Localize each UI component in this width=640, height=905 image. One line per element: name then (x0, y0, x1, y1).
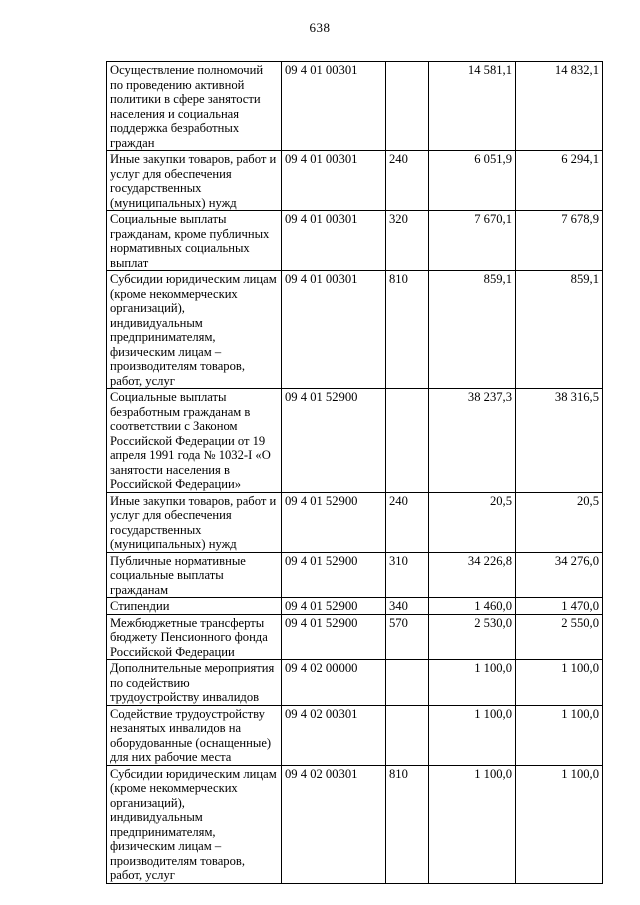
row-expense-type-cell: 810 (386, 765, 429, 883)
page-number: 638 (309, 20, 331, 35)
row-expense-type-cell (386, 389, 429, 493)
row-name-cell: Содействие трудоустройству незанятых инвалидов на оборудованные (оснащенные) для них рабочие места (107, 705, 282, 765)
table-row (107, 765, 603, 883)
row-amount-year1-cell: 2 530,0 (429, 614, 516, 660)
row-amount-year2-cell: 859,1 (516, 271, 603, 389)
row-amount-year1-cell: 14 581,1 (429, 62, 516, 151)
row-name-cell: Стипендии (107, 598, 282, 615)
row-name-cell: Осуществление полномочий по проведению активной политики в сфере занятости населения и социальная поддержка безработных граждан (107, 62, 282, 151)
row-code-cell: 09 4 01 00301 (282, 211, 386, 271)
table-row (107, 151, 603, 211)
row-expense-type-cell: 310 (386, 552, 429, 598)
row-name-cell: Социальные выплаты гражданам, кроме публичных нормативных социальных выплат (107, 211, 282, 271)
row-amount-year1-cell: 6 051,9 (429, 151, 516, 211)
row-name-cell: Субсидии юридическим лицам (кроме некоммерческих организаций), индивидуальным предпринимателям, физическим лицам – производителям товаров, работ, услуг (107, 765, 282, 883)
row-name-cell: Иные закупки товаров, работ и услуг для обеспечения государственных (муниципальных) нужд (107, 492, 282, 552)
table-row (107, 492, 603, 552)
row-code-cell: 09 4 01 00301 (282, 271, 386, 389)
row-amount-year1-cell: 7 670,1 (429, 211, 516, 271)
table-row (107, 62, 603, 151)
row-amount-year1-cell: 1 100,0 (429, 705, 516, 765)
row-name-cell: Иные закупки товаров, работ и услуг для обеспечения государственных (муниципальных) нужд (107, 151, 282, 211)
row-name-cell: Субсидии юридическим лицам (кроме некоммерческих организаций), индивидуальным предпринимателям, физическим лицам – производителям товаров, работ, услуг (107, 271, 282, 389)
row-expense-type-cell: 240 (386, 151, 429, 211)
table-row (107, 705, 603, 765)
row-expense-type-cell (386, 660, 429, 706)
row-code-cell: 09 4 01 52900 (282, 389, 386, 493)
row-code-cell: 09 4 01 52900 (282, 492, 386, 552)
table-row (107, 211, 603, 271)
row-code-cell: 09 4 01 52900 (282, 598, 386, 615)
row-code-cell: 09 4 01 00301 (282, 62, 386, 151)
row-amount-year1-cell: 20,5 (429, 492, 516, 552)
row-amount-year1-cell: 859,1 (429, 271, 516, 389)
row-expense-type-cell: 570 (386, 614, 429, 660)
row-amount-year2-cell: 20,5 (516, 492, 603, 552)
row-code-cell: 09 4 01 00301 (282, 151, 386, 211)
table-row (107, 552, 603, 598)
row-amount-year1-cell: 38 237,3 (429, 389, 516, 493)
table-row (107, 271, 603, 389)
row-amount-year2-cell: 14 832,1 (516, 62, 603, 151)
row-name-cell: Публичные нормативные социальные выплаты гражданам (107, 552, 282, 598)
row-code-cell: 09 4 01 52900 (282, 552, 386, 598)
table-row (107, 598, 603, 615)
row-amount-year1-cell: 1 100,0 (429, 765, 516, 883)
row-amount-year2-cell: 2 550,0 (516, 614, 603, 660)
row-code-cell: 09 4 01 52900 (282, 614, 386, 660)
table-row (107, 614, 603, 660)
row-expense-type-cell: 340 (386, 598, 429, 615)
row-amount-year2-cell: 38 316,5 (516, 389, 603, 493)
row-expense-type-cell: 810 (386, 271, 429, 389)
row-amount-year1-cell: 34 226,8 (429, 552, 516, 598)
row-amount-year2-cell: 7 678,9 (516, 211, 603, 271)
row-amount-year2-cell: 1 100,0 (516, 705, 603, 765)
row-expense-type-cell (386, 705, 429, 765)
table-row (107, 389, 603, 493)
row-amount-year2-cell: 1 470,0 (516, 598, 603, 615)
row-amount-year2-cell: 6 294,1 (516, 151, 603, 211)
row-expense-type-cell (386, 62, 429, 151)
row-amount-year2-cell: 1 100,0 (516, 765, 603, 883)
row-expense-type-cell: 240 (386, 492, 429, 552)
row-amount-year2-cell: 34 276,0 (516, 552, 603, 598)
row-expense-type-cell: 320 (386, 211, 429, 271)
budget-table (106, 61, 603, 884)
table-row (107, 660, 603, 706)
row-amount-year1-cell: 1 100,0 (429, 660, 516, 706)
row-name-cell: Межбюджетные трансферты бюджету Пенсионного фонда Российской Федерации (107, 614, 282, 660)
row-amount-year1-cell: 1 460,0 (429, 598, 516, 615)
row-name-cell: Социальные выплаты безработным гражданам в соответствии с Законом Российской Федерации от 19 апреля 1991 года № 1032-I «О занятости населения в Российской Федерации» (107, 389, 282, 493)
row-name-cell: Дополнительные мероприятия по содействию трудоустройству инвалидов (107, 660, 282, 706)
row-code-cell: 09 4 02 00301 (282, 765, 386, 883)
row-amount-year2-cell: 1 100,0 (516, 660, 603, 706)
row-code-cell: 09 4 02 00301 (282, 705, 386, 765)
row-code-cell: 09 4 02 00000 (282, 660, 386, 706)
table-body (107, 62, 603, 884)
